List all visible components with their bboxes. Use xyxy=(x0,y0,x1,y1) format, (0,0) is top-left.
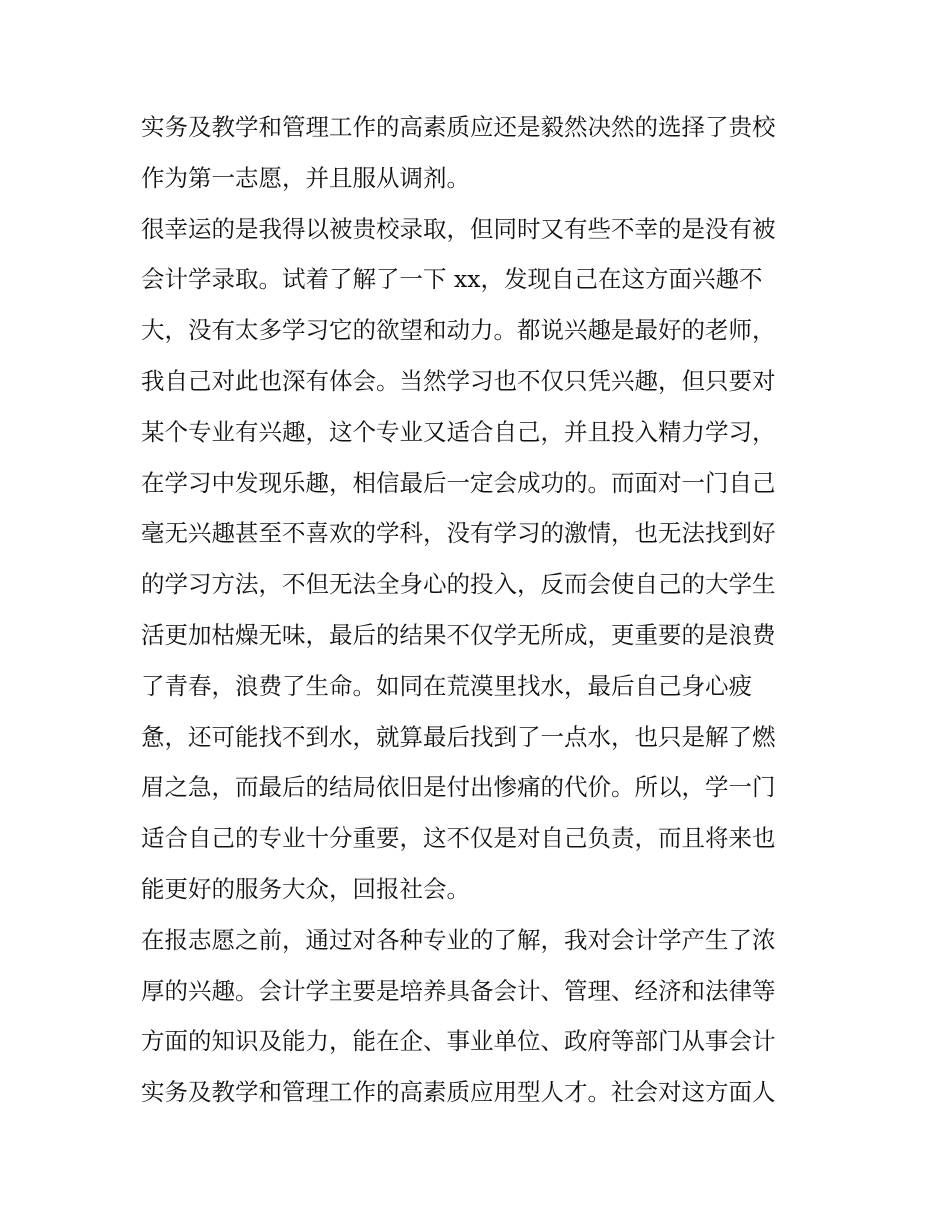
text-line: 适合自己的专业十分重要，这不仅是对自己负责，而且将来也 xyxy=(141,824,776,853)
text-line: 实务及教学和管理工作的高素质应还是毅然决然的选择了贵校 xyxy=(141,113,776,141)
text-line: 方面的知识及能力，能在企、事业单位、政府等部门从事会计 xyxy=(141,1027,776,1056)
body-text xyxy=(141,102,821,1118)
text-line: 实务及教学和管理工作的高素质应用型人才。社会对这方面人 xyxy=(141,1078,776,1107)
text-line: 眉之急，而最后的结局依旧是付出惨痛的代价。所以，学一门 xyxy=(141,773,776,802)
text-line: 在学习中发现乐趣，相信最后一定会成功的。而面对一门自己 xyxy=(141,468,776,497)
text-line: 的学习方法，不但无法全身心的投入，反而会使自己的大学生 xyxy=(141,570,776,599)
text-line: 毫无兴趣甚至不喜欢的学科，没有学习的激情，也无法找到好 xyxy=(141,519,776,548)
text-line: 了青春，浪费了生命。如同在荒漠里找水，最后自己身心疲 xyxy=(141,671,752,700)
text-line: 在报志愿之前，通过对各种专业的了解，我对会计学产生了浓 xyxy=(141,925,776,954)
text-line: 我自己对此也深有体会。当然学习也不仅只凭兴趣，但只要对 xyxy=(141,366,776,395)
text-line: 会计学录取。试着了解了一下 xx，发现自己在这方面兴趣不 xyxy=(141,265,763,294)
text-line: 能更好的服务大众，回报社会。 xyxy=(141,874,470,903)
text-line: 惫，还可能找不到水，就算最后找到了一点水，也只是解了燃 xyxy=(141,722,776,751)
text-line: 大，没有太多学习它的欲望和动力。都说兴趣是最好的老师， xyxy=(141,316,776,345)
text-line: 活更加枯燥无味，最后的结果不仅学无所成，更重要的是浪费 xyxy=(141,620,776,649)
text-line: 很幸运的是我得以被贵校录取，但同时又有些不幸的是没有被 xyxy=(141,214,776,243)
text-line: 厚的兴趣。会计学主要是培养具备会计、管理、经济和法律等 xyxy=(141,976,776,1005)
text-line: 某个专业有兴趣，这个专业又适合自己，并且投入精力学习， xyxy=(141,417,776,446)
text-line: 作为第一志愿，并且服从调剂。 xyxy=(141,163,470,192)
